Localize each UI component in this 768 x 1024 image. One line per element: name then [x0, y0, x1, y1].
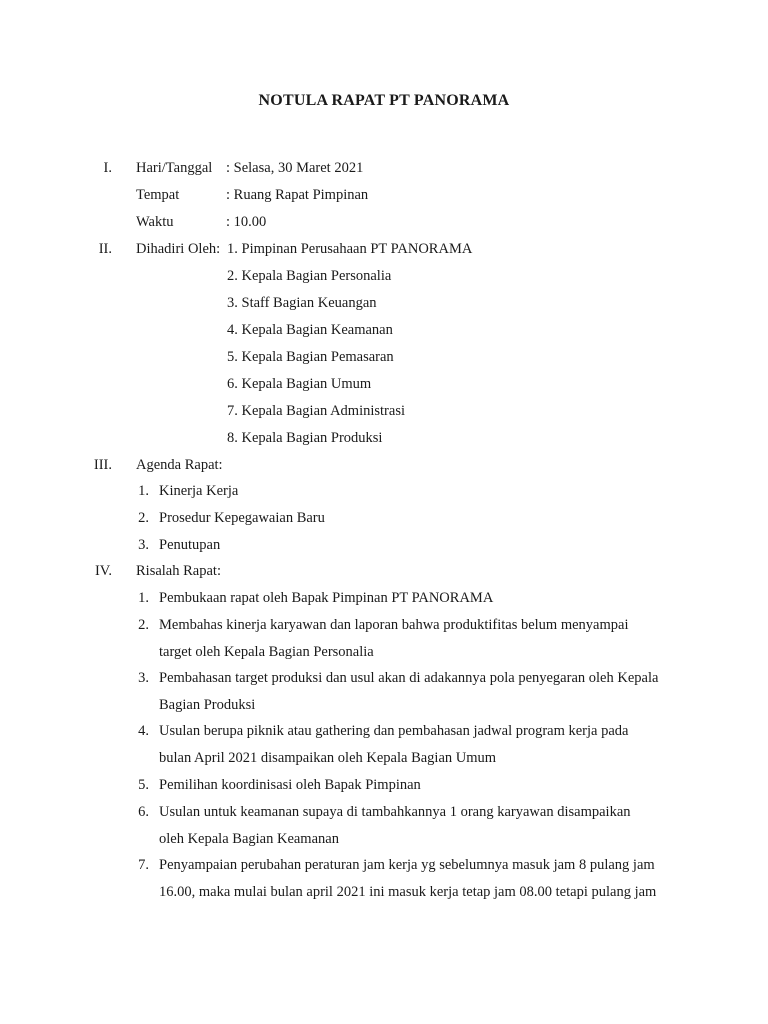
minutes-item-number: 4. — [138, 723, 149, 739]
minutes-item-text: target oleh Kepala Bagian Personalia — [159, 644, 374, 660]
minutes-item-text: Usulan untuk keamanan supaya di tambahkannya 1 orang karyawan disampaikan — [159, 804, 631, 820]
agenda-item-number: 2. — [138, 510, 149, 526]
attendee-item: 3. Staff Bagian Keuangan — [227, 295, 377, 311]
minutes-item-number: 5. — [138, 777, 149, 793]
minutes-item-text: Pemilihan koordinisasi oleh Bapak Pimpinan — [159, 777, 421, 793]
attendee-item: 5. Kepala Bagian Pemasaran — [227, 349, 394, 365]
agenda-item-text: Kinerja Kerja — [159, 483, 239, 499]
minutes-item-number: 1. — [138, 590, 149, 606]
minutes-item-number: 2. — [138, 617, 149, 633]
minutes-item-text: oleh Kepala Bagian Keamanan — [159, 831, 339, 847]
section-4-number: IV. — [94, 563, 112, 579]
minutes-item-text: bulan April 2021 disampaikan oleh Kepala Bagian Umum — [159, 750, 497, 766]
section-2-number: II. — [98, 241, 112, 257]
minutes-item-text: Pembukaan rapat oleh Bapak Pimpinan PT PANORAMA — [159, 590, 494, 606]
agenda-item-number: 3. — [138, 537, 149, 553]
minutes-item-number: 3. — [138, 670, 149, 686]
section-3-number: III. — [93, 457, 112, 473]
date-value: : Selasa, 30 Maret 2021 — [226, 160, 364, 176]
minutes-item-number: 7. — [138, 857, 149, 873]
attendee-item: 7. Kepala Bagian Administrasi — [227, 403, 405, 419]
time-label: Waktu — [136, 214, 174, 230]
attendee-item: 4. Kepala Bagian Keamanan — [227, 322, 393, 338]
attendee-item: 8. Kepala Bagian Produksi — [227, 430, 383, 446]
place-label: Tempat — [136, 187, 180, 203]
minutes-item-text: Usulan berupa piknik atau gathering dan pembahasan jadwal program kerja pada — [159, 723, 629, 739]
attendee-item: 2. Kepala Bagian Personalia — [227, 268, 392, 284]
agenda-item-text: Penutupan — [159, 537, 221, 553]
minutes-item-text: Membahas kinerja karyawan dan laporan bahwa produktifitas belum menyampai — [159, 617, 629, 633]
minutes-item-text: 16.00, maka mulai bulan april 2021 ini masuk kerja tetap jam 08.00 tetapi pulang jam — [159, 884, 657, 900]
minutes-label: Risalah Rapat: — [136, 563, 221, 579]
attendee-item: 1. Pimpinan Perusahaan PT PANORAMA — [227, 241, 473, 257]
date-label: Hari/Tanggal — [136, 160, 213, 176]
document-title: NOTULA RAPAT PT PANORAMA — [258, 92, 510, 109]
minutes-item-text: Penyampaian perubahan peraturan jam kerja yg sebelumnya masuk jam 8 pulang jam — [159, 857, 655, 873]
place-value: : Ruang Rapat Pimpinan — [226, 187, 369, 203]
attendees-label: Dihadiri Oleh: — [136, 241, 221, 257]
minutes-item-text: Bagian Produksi — [159, 697, 256, 713]
agenda-item-number: 1. — [138, 483, 149, 499]
section-1-number: I. — [103, 160, 112, 176]
agenda-item-text: Prosedur Kepegawaian Baru — [159, 510, 325, 526]
time-value: : 10.00 — [226, 214, 267, 230]
agenda-label: Agenda Rapat: — [136, 457, 223, 473]
attendee-item: 6. Kepala Bagian Umum — [227, 376, 372, 392]
minutes-item-text: Pembahasan target produksi dan usul akan di adakannya pola penyegaran oleh Kepala — [159, 670, 659, 686]
minutes-item-number: 6. — [138, 804, 149, 820]
